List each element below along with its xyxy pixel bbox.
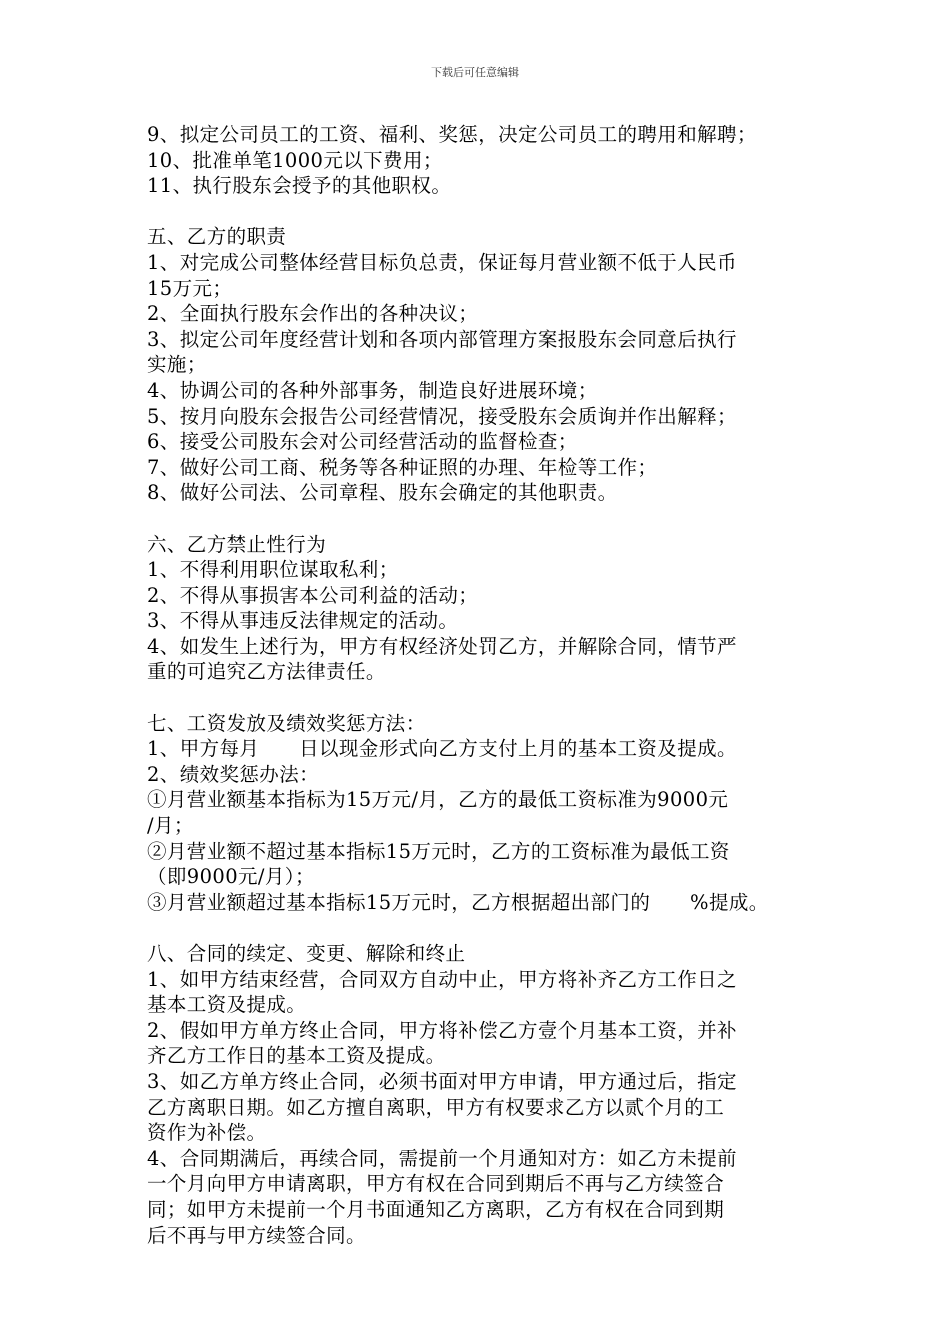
text-line: 10、批准单笔1000元以下费用； xyxy=(147,148,443,172)
text-line: 六、乙方禁止性行为 xyxy=(147,532,327,556)
text-line: 1、甲方每月 日以现金形式向乙方支付上月的基本工资及提成。 xyxy=(147,737,737,761)
text-line: 4、合同期满后，再续合同，需提前一个月通知对方：如乙方未提前 xyxy=(147,1146,737,1170)
text-line: ②月营业额不超过基本指标15万元时，乙方的工资标准为最低工资 xyxy=(147,839,730,863)
text-line: 八、合同的续定、变更、解除和终止 xyxy=(147,942,466,965)
text-line: ①月营业额基本指标为15万元/月，乙方的最低工资标准为9000元 xyxy=(147,788,729,812)
text-line: 15万元； xyxy=(147,276,233,300)
text-line: 4、协调公司的各种外部事务，制造良好进展环境； xyxy=(147,378,598,402)
text-line: 2、假如甲方单方终止合同，甲方将补偿乙方壹个月基本工资，并补 xyxy=(147,1018,737,1042)
text-line: 2、不得从事损害本公司利益的活动； xyxy=(147,583,479,607)
text-line: 11、执行股东会授予的其他职权。 xyxy=(147,174,452,198)
text-line: 重的可追究乙方法律责任。 xyxy=(147,660,386,684)
document-body xyxy=(147,122,827,1248)
text-line: 乙方离职日期。如乙方擅自离职，甲方有权要求乙方以贰个月的工 xyxy=(147,1095,725,1119)
blank-line xyxy=(147,199,827,225)
page-header: 下载后可任意编辑 xyxy=(431,66,519,79)
text-line: ③月营业额超过基本指标15万元时，乙方根据超出部门的 %提成。 xyxy=(147,890,769,914)
text-line: 7、做好公司工商、税务等各种证照的办理、年检等工作； xyxy=(147,455,658,479)
blank-line xyxy=(147,685,827,711)
text-line: 实施； xyxy=(147,353,207,377)
text-line: /月； xyxy=(147,814,194,838)
text-line: 五、乙方的职责 xyxy=(147,225,287,249)
text-line: 后不再与甲方续签合同。 xyxy=(147,1223,366,1247)
text-line: 齐乙方工作日的基本工资及提成。 xyxy=(147,1044,446,1068)
text-line: 基本工资及提成。 xyxy=(147,993,307,1017)
text-line: 5、按月向股东会报告公司经营情况，接受股东会质询并作出解释； xyxy=(147,404,737,428)
text-line: 3、不得从事违反法律规定的活动。 xyxy=(147,609,459,633)
text-line: （即9000元/月）； xyxy=(147,865,315,889)
text-line: 2、全面执行股东会作出的各种决议； xyxy=(147,302,479,326)
text-line: 2、绩效奖惩办法： xyxy=(147,762,320,786)
text-line: 8、做好公司法、公司章程、股东会确定的其他职责。 xyxy=(147,481,618,505)
text-line: 1、不得利用职位谋取私利； xyxy=(147,558,399,582)
blank-line xyxy=(147,915,827,941)
text-line: 9、拟定公司员工的工资、福利、奖惩，决定公司员工的聘用和解聘； xyxy=(147,123,757,146)
text-line: 七、工资发放及绩效奖惩方法： xyxy=(147,711,426,735)
text-line: 3、如乙方单方终止合同，必须书面对甲方申请，甲方通过后，指定 xyxy=(147,1069,737,1093)
text-line: 一个月向甲方申请离职，甲方有权在合同到期后不再与乙方续签合 xyxy=(147,1172,725,1196)
text-line: 6、接受公司股东会对公司经营活动的监督检查； xyxy=(147,430,578,454)
text-line: 1、如甲方结束经营，合同双方自动中止，甲方将补齐乙方工作日之 xyxy=(147,967,737,991)
text-line: 同；如甲方未提前一个月书面通知乙方离职，乙方有权在合同到期 xyxy=(147,1197,725,1221)
text-line: 4、如发生上述行为，甲方有权经济处罚乙方，并解除合同，情节严 xyxy=(147,634,737,658)
text-line: 1、对完成公司整体经营目标负总责，保证每月营业额不低于人民币 xyxy=(147,250,737,274)
text-line: 资作为补偿。 xyxy=(147,1121,267,1145)
blank-line xyxy=(147,506,827,532)
text-line: 3、拟定公司年度经营计划和各项内部管理方案报股东会同意后执行 xyxy=(147,327,737,351)
